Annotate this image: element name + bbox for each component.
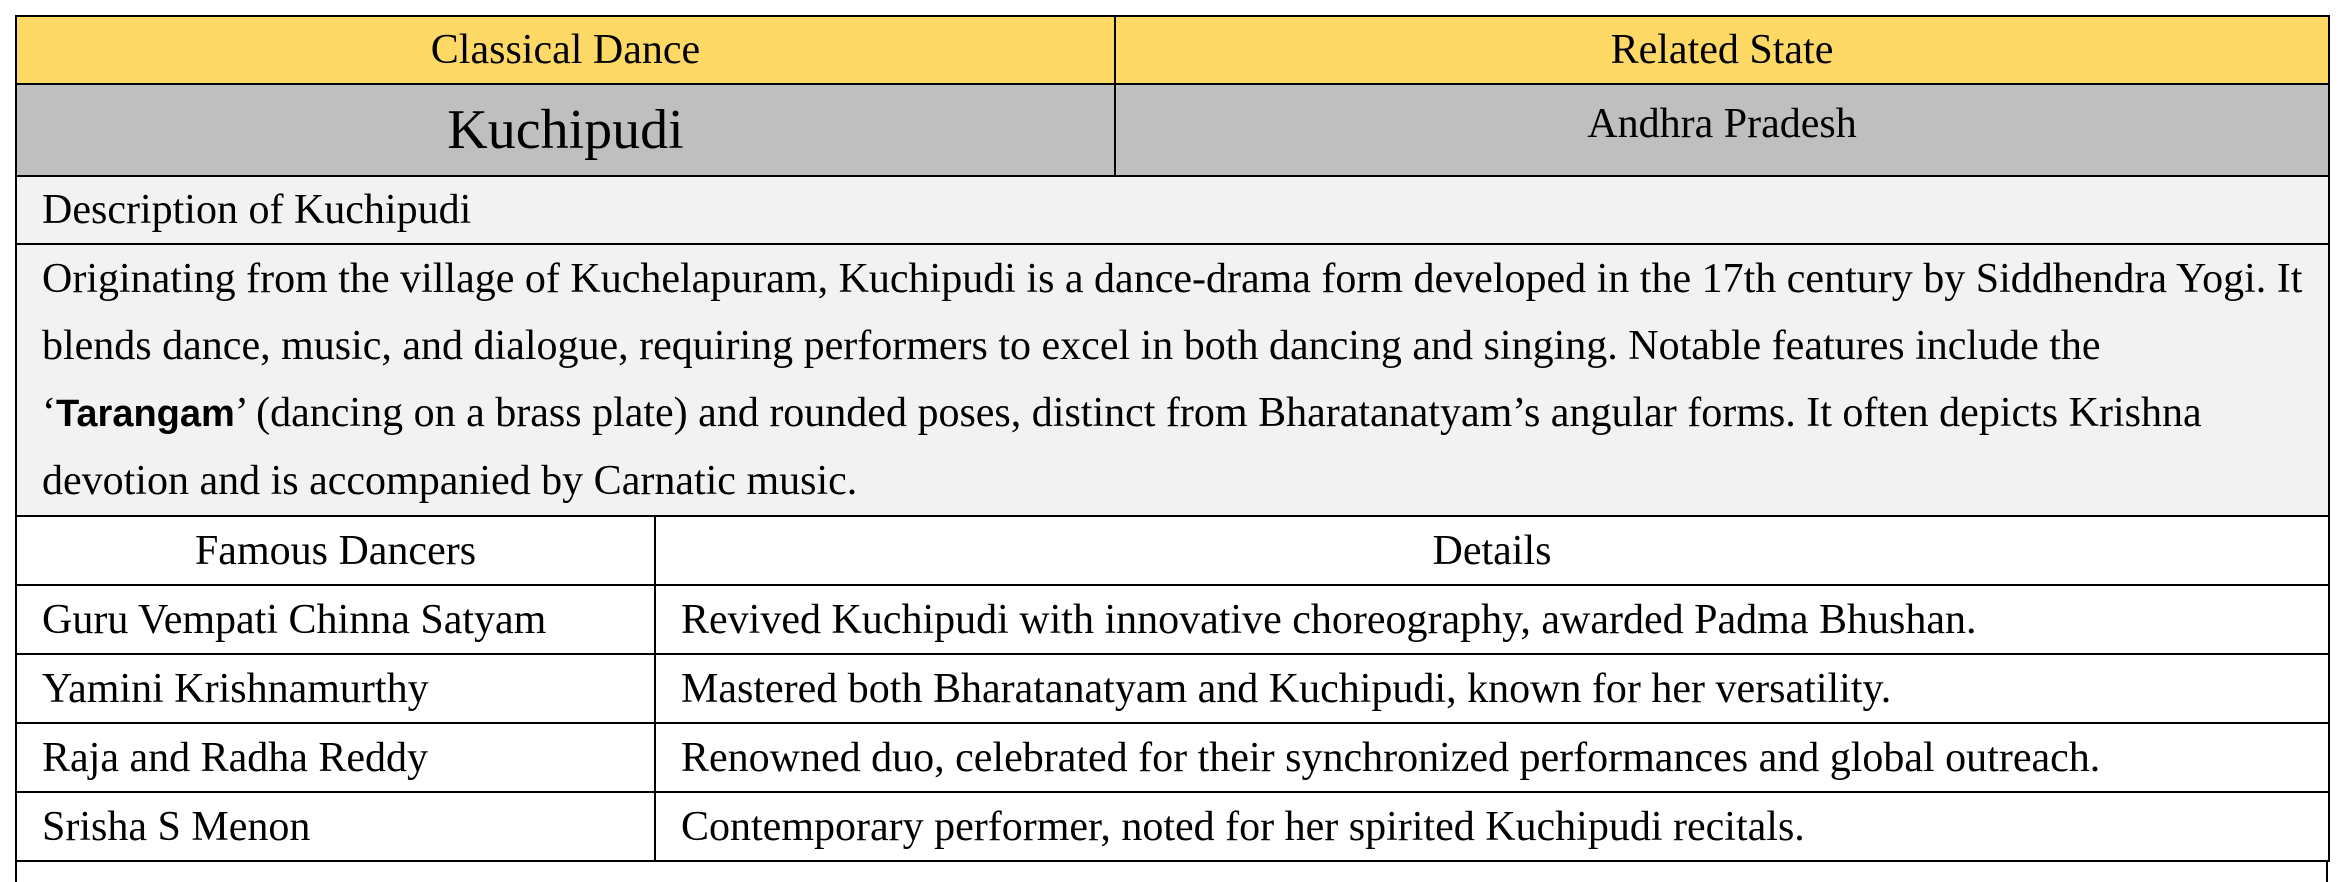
table-continuation <box>15 862 2328 882</box>
famous-dancers-table <box>15 517 2330 862</box>
dance-state: Andhra Pradesh <box>1115 84 2329 176</box>
description-title: Description of Kuchipudi <box>16 176 2329 244</box>
dance-name: Kuchipudi <box>16 84 1115 176</box>
dancer-details: Revived Kuchipudi with innovative choreography, awarded Padma Bhushan. <box>655 585 2329 654</box>
description-text-end: ’ (dancing on a brass plate) and rounded poses, distinct from Bharatanatyam’s angular forms. It often depicts Krishna devotion and is accompanied by Carnatic music. <box>42 389 2202 504</box>
dancer-details: Mastered both Bharatanatyam and Kuchipudi, known for her versatility. <box>655 654 2329 723</box>
header-related-state: Related State <box>1115 16 2329 84</box>
description-body <box>16 244 2329 516</box>
header-row <box>16 16 2329 84</box>
dancer-details: Contemporary performer, noted for her spirited Kuchipudi recitals. <box>655 792 2329 861</box>
dancer-name: Yamini Krishnamurthy <box>16 654 655 723</box>
header-classical-dance: Classical Dance <box>16 16 1115 84</box>
dance-summary-table <box>15 15 2330 517</box>
table-row <box>16 654 2329 723</box>
description-highlight-term: Tarangam <box>56 392 235 435</box>
dancers-header-details: Details <box>655 517 2329 585</box>
dancer-name: Raja and Radha Reddy <box>16 723 655 792</box>
dancers-header-name: Famous Dancers <box>16 517 655 585</box>
dance-info-document <box>15 15 2328 882</box>
dancer-name: Guru Vempati Chinna Satyam <box>16 585 655 654</box>
dancers-header-row <box>16 517 2329 585</box>
table-row <box>16 585 2329 654</box>
dancer-name: Srisha S Menon <box>16 792 655 861</box>
table-row <box>16 723 2329 792</box>
description-title-row <box>16 176 2329 244</box>
table-row <box>16 792 2329 861</box>
description-body-row <box>16 244 2329 516</box>
dancer-details: Renowned duo, celebrated for their synchronized performances and global outreach. <box>655 723 2329 792</box>
dance-row <box>16 84 2329 176</box>
description-text-start: Originating from the village of Kuchelapuram, Kuchipudi is a dance-drama form developed in the 17th century by Siddhendra Yogi. It blends dance, music, and dialogue, requiring performers to excel in both dancing and singing. Notable features include the ‘ <box>42 255 2303 436</box>
